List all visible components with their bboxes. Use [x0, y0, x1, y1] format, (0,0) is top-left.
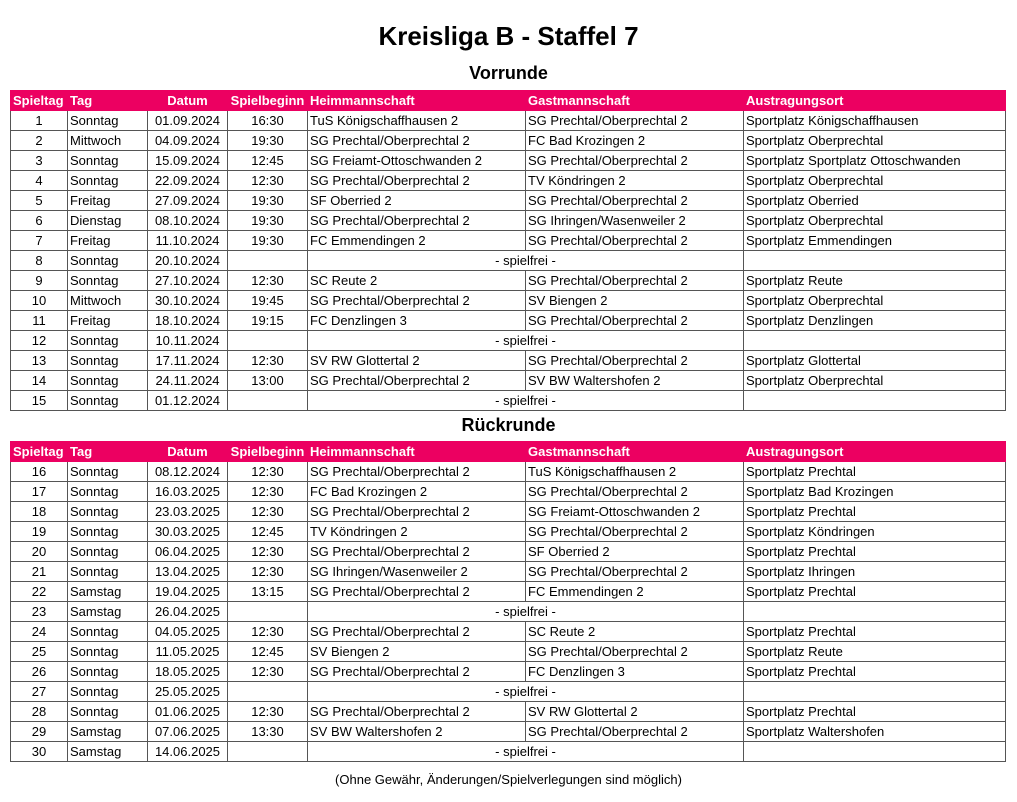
cell-gastmannschaft: SV Biengen 2 — [526, 291, 744, 311]
cell-datum: 23.03.2025 — [148, 502, 228, 522]
cell-spielbeginn — [228, 331, 308, 351]
cell-gastmannschaft: SG Prechtal/Oberprechtal 2 — [526, 522, 744, 542]
cell-tag: Sonntag — [68, 562, 148, 582]
cell-heimmannschaft: SG Prechtal/Oberprechtal 2 — [308, 542, 526, 562]
cell-spieltag: 19 — [11, 522, 68, 542]
cell-datum: 08.12.2024 — [148, 462, 228, 482]
cell-heimmannschaft: FC Denzlingen 3 — [308, 311, 526, 331]
cell-austragungsort — [744, 602, 1006, 622]
cell-spielbeginn — [228, 251, 308, 271]
cell-austragungsort: Sportplatz Glottertal — [744, 351, 1006, 371]
cell-datum: 19.04.2025 — [148, 582, 228, 602]
schedule-table-vorrunde — [10, 90, 1006, 411]
cell-gastmannschaft: SG Prechtal/Oberprechtal 2 — [526, 562, 744, 582]
cell-datum: 27.09.2024 — [148, 191, 228, 211]
cell-spielfrei: - spielfrei - — [308, 251, 744, 271]
cell-tag: Sonntag — [68, 682, 148, 702]
cell-gastmannschaft: SG Ihringen/Wasenweiler 2 — [526, 211, 744, 231]
cell-tag: Sonntag — [68, 642, 148, 662]
cell-spieltag: 17 — [11, 482, 68, 502]
cell-datum: 26.04.2025 — [148, 602, 228, 622]
header-austragungsort: Austragungsort — [744, 91, 1006, 111]
cell-datum: 15.09.2024 — [148, 151, 228, 171]
cell-datum: 18.05.2025 — [148, 662, 228, 682]
cell-heimmannschaft: SG Prechtal/Oberprechtal 2 — [308, 662, 526, 682]
cell-datum: 25.05.2025 — [148, 682, 228, 702]
cell-gastmannschaft: SG Prechtal/Oberprechtal 2 — [526, 311, 744, 331]
cell-austragungsort: Sportplatz Emmendingen — [744, 231, 1006, 251]
table-row — [11, 291, 1006, 311]
table-row — [11, 622, 1006, 642]
cell-datum: 30.03.2025 — [148, 522, 228, 542]
cell-tag: Sonntag — [68, 331, 148, 351]
cell-spieltag: 7 — [11, 231, 68, 251]
cell-spieltag: 28 — [11, 702, 68, 722]
cell-spielbeginn — [228, 602, 308, 622]
cell-spielbeginn: 12:30 — [228, 351, 308, 371]
cell-austragungsort: Sportplatz Oberprechtal — [744, 371, 1006, 391]
cell-spielbeginn: 16:30 — [228, 111, 308, 131]
cell-austragungsort: Sportplatz Prechtal — [744, 462, 1006, 482]
cell-spieltag: 22 — [11, 582, 68, 602]
table-row — [11, 602, 1006, 622]
cell-spielbeginn: 12:30 — [228, 702, 308, 722]
header-heimmannschaft: Heimmannschaft — [308, 442, 526, 462]
cell-spielbeginn: 12:30 — [228, 662, 308, 682]
table-row — [11, 251, 1006, 271]
cell-gastmannschaft: FC Denzlingen 3 — [526, 662, 744, 682]
cell-datum: 07.06.2025 — [148, 722, 228, 742]
cell-spielbeginn: 13:30 — [228, 722, 308, 742]
cell-heimmannschaft: SV BW Waltershofen 2 — [308, 722, 526, 742]
cell-heimmannschaft: SG Prechtal/Oberprechtal 2 — [308, 702, 526, 722]
cell-heimmannschaft: TuS Königschaffhausen 2 — [308, 111, 526, 131]
cell-heimmannschaft: SG Prechtal/Oberprechtal 2 — [308, 171, 526, 191]
cell-austragungsort: Sportplatz Reute — [744, 642, 1006, 662]
cell-gastmannschaft: SG Prechtal/Oberprechtal 2 — [526, 351, 744, 371]
cell-gastmannschaft: SG Prechtal/Oberprechtal 2 — [526, 231, 744, 251]
cell-spieltag: 8 — [11, 251, 68, 271]
cell-spielbeginn: 13:15 — [228, 582, 308, 602]
header-gastmannschaft: Gastmannschaft — [526, 91, 744, 111]
cell-austragungsort — [744, 682, 1006, 702]
header-heimmannschaft: Heimmannschaft — [308, 91, 526, 111]
cell-datum: 01.12.2024 — [148, 391, 228, 411]
header-spieltag: Spieltag — [11, 442, 68, 462]
cell-heimmannschaft: SG Prechtal/Oberprechtal 2 — [308, 371, 526, 391]
cell-heimmannschaft: SG Prechtal/Oberprechtal 2 — [308, 131, 526, 151]
cell-tag: Mittwoch — [68, 291, 148, 311]
table-row — [11, 542, 1006, 562]
table-row — [11, 191, 1006, 211]
cell-spieltag: 25 — [11, 642, 68, 662]
section-title-rueckrunde: Rückrunde — [461, 415, 556, 435]
cell-spieltag: 11 — [11, 311, 68, 331]
cell-spielbeginn: 12:30 — [228, 562, 308, 582]
cell-spielfrei: - spielfrei - — [308, 391, 744, 411]
cell-heimmannschaft: FC Bad Krozingen 2 — [308, 482, 526, 502]
cell-heimmannschaft: SV RW Glottertal 2 — [308, 351, 526, 371]
page-title: Kreisliga B - Staffel 7 — [378, 21, 639, 51]
table-header-row — [11, 442, 1006, 462]
cell-spieltag: 5 — [11, 191, 68, 211]
cell-datum: 04.09.2024 — [148, 131, 228, 151]
cell-spielfrei: - spielfrei - — [308, 602, 744, 622]
table-row — [11, 171, 1006, 191]
cell-spieltag: 6 — [11, 211, 68, 231]
header-datum: Datum — [148, 442, 228, 462]
cell-tag: Sonntag — [68, 662, 148, 682]
cell-datum: 24.11.2024 — [148, 371, 228, 391]
cell-tag: Sonntag — [68, 271, 148, 291]
table-row — [11, 111, 1006, 131]
cell-spieltag: 21 — [11, 562, 68, 582]
cell-tag: Freitag — [68, 311, 148, 331]
cell-tag: Mittwoch — [68, 131, 148, 151]
cell-spielbeginn: 12:45 — [228, 642, 308, 662]
cell-datum: 18.10.2024 — [148, 311, 228, 331]
table-row — [11, 482, 1006, 502]
cell-tag: Samstag — [68, 582, 148, 602]
table-header-row — [11, 91, 1006, 111]
cell-datum: 14.06.2025 — [148, 742, 228, 762]
cell-spielbeginn: 19:30 — [228, 191, 308, 211]
header-spielbeginn: Spielbeginn — [228, 91, 308, 111]
cell-datum: 10.11.2024 — [148, 331, 228, 351]
cell-gastmannschaft: SG Prechtal/Oberprechtal 2 — [526, 482, 744, 502]
cell-austragungsort: Sportplatz Prechtal — [744, 622, 1006, 642]
table-row — [11, 582, 1006, 602]
cell-austragungsort — [744, 251, 1006, 271]
cell-datum: 11.10.2024 — [148, 231, 228, 251]
cell-austragungsort: Sportplatz Bad Krozingen — [744, 482, 1006, 502]
table-row — [11, 271, 1006, 291]
cell-spieltag: 24 — [11, 622, 68, 642]
cell-spieltag: 20 — [11, 542, 68, 562]
cell-spieltag: 12 — [11, 331, 68, 351]
cell-spieltag: 23 — [11, 602, 68, 622]
cell-spieltag: 18 — [11, 502, 68, 522]
cell-gastmannschaft: FC Emmendingen 2 — [526, 582, 744, 602]
cell-austragungsort: Sportplatz Sportplatz Ottoschwanden — [744, 151, 1006, 171]
table-row — [11, 462, 1006, 482]
cell-spielbeginn: 12:30 — [228, 542, 308, 562]
cell-austragungsort — [744, 331, 1006, 351]
cell-tag: Sonntag — [68, 371, 148, 391]
cell-tag: Sonntag — [68, 622, 148, 642]
cell-datum: 27.10.2024 — [148, 271, 228, 291]
cell-gastmannschaft: SG Prechtal/Oberprechtal 2 — [526, 642, 744, 662]
cell-heimmannschaft: SG Prechtal/Oberprechtal 2 — [308, 502, 526, 522]
cell-datum: 04.05.2025 — [148, 622, 228, 642]
cell-spieltag: 26 — [11, 662, 68, 682]
cell-spielbeginn: 13:00 — [228, 371, 308, 391]
cell-datum: 06.04.2025 — [148, 542, 228, 562]
header-spieltag: Spieltag — [11, 91, 68, 111]
cell-datum: 17.11.2024 — [148, 351, 228, 371]
cell-spielbeginn: 12:30 — [228, 502, 308, 522]
cell-gastmannschaft: SV RW Glottertal 2 — [526, 702, 744, 722]
cell-spielbeginn: 12:30 — [228, 171, 308, 191]
cell-datum: 13.04.2025 — [148, 562, 228, 582]
cell-heimmannschaft: SC Reute 2 — [308, 271, 526, 291]
cell-spielfrei: - spielfrei - — [308, 682, 744, 702]
cell-spieltag: 10 — [11, 291, 68, 311]
cell-spieltag: 13 — [11, 351, 68, 371]
cell-gastmannschaft: SG Prechtal/Oberprechtal 2 — [526, 191, 744, 211]
cell-heimmannschaft: SG Ihringen/Wasenweiler 2 — [308, 562, 526, 582]
cell-tag: Samstag — [68, 602, 148, 622]
cell-gastmannschaft: FC Bad Krozingen 2 — [526, 131, 744, 151]
section-title-vorrunde: Vorrunde — [469, 63, 548, 83]
table-row — [11, 742, 1006, 762]
cell-spielbeginn: 12:30 — [228, 462, 308, 482]
cell-spieltag: 4 — [11, 171, 68, 191]
cell-spielbeginn: 19:30 — [228, 211, 308, 231]
cell-tag: Dienstag — [68, 211, 148, 231]
cell-datum: 01.09.2024 — [148, 111, 228, 131]
cell-austragungsort — [744, 742, 1006, 762]
cell-tag: Sonntag — [68, 462, 148, 482]
cell-tag: Samstag — [68, 742, 148, 762]
cell-gastmannschaft: TV Köndringen 2 — [526, 171, 744, 191]
cell-gastmannschaft: SV BW Waltershofen 2 — [526, 371, 744, 391]
header-tag: Tag — [68, 442, 148, 462]
cell-spielbeginn: 12:45 — [228, 151, 308, 171]
cell-datum: 16.03.2025 — [148, 482, 228, 502]
cell-austragungsort: Sportplatz Oberried — [744, 191, 1006, 211]
cell-tag: Sonntag — [68, 251, 148, 271]
cell-gastmannschaft: SG Prechtal/Oberprechtal 2 — [526, 271, 744, 291]
cell-austragungsort: Sportplatz Reute — [744, 271, 1006, 291]
cell-austragungsort: Sportplatz Prechtal — [744, 662, 1006, 682]
table-row — [11, 131, 1006, 151]
cell-tag: Sonntag — [68, 391, 148, 411]
table-row — [11, 371, 1006, 391]
header-spielbeginn: Spielbeginn — [228, 442, 308, 462]
cell-austragungsort: Sportplatz Prechtal — [744, 502, 1006, 522]
cell-austragungsort: Sportplatz Prechtal — [744, 702, 1006, 722]
cell-tag: Sonntag — [68, 151, 148, 171]
cell-datum: 30.10.2024 — [148, 291, 228, 311]
schedule-table-rueckrunde — [10, 441, 1006, 762]
table-row — [11, 702, 1006, 722]
cell-gastmannschaft: SF Oberried 2 — [526, 542, 744, 562]
cell-spielbeginn: 12:30 — [228, 482, 308, 502]
cell-austragungsort: Sportplatz Oberprechtal — [744, 291, 1006, 311]
cell-tag: Sonntag — [68, 502, 148, 522]
cell-gastmannschaft: SC Reute 2 — [526, 622, 744, 642]
cell-austragungsort: Sportplatz Königschaffhausen — [744, 111, 1006, 131]
cell-tag: Sonntag — [68, 522, 148, 542]
cell-spielfrei: - spielfrei - — [308, 742, 744, 762]
table-row — [11, 331, 1006, 351]
table-row — [11, 391, 1006, 411]
cell-austragungsort: Sportplatz Denzlingen — [744, 311, 1006, 331]
cell-heimmannschaft: SV Biengen 2 — [308, 642, 526, 662]
cell-spielbeginn: 12:30 — [228, 622, 308, 642]
cell-heimmannschaft: SF Oberried 2 — [308, 191, 526, 211]
cell-datum: 11.05.2025 — [148, 642, 228, 662]
cell-spieltag: 1 — [11, 111, 68, 131]
cell-austragungsort: Sportplatz Waltershofen — [744, 722, 1006, 742]
cell-gastmannschaft: SG Prechtal/Oberprechtal 2 — [526, 151, 744, 171]
cell-spielbeginn: 19:30 — [228, 231, 308, 251]
table-row — [11, 311, 1006, 331]
cell-gastmannschaft: SG Freiamt-Ottoschwanden 2 — [526, 502, 744, 522]
cell-heimmannschaft: SG Prechtal/Oberprechtal 2 — [308, 291, 526, 311]
cell-heimmannschaft: FC Emmendingen 2 — [308, 231, 526, 251]
cell-tag: Sonntag — [68, 542, 148, 562]
cell-spielbeginn — [228, 682, 308, 702]
cell-austragungsort: Sportplatz Oberprechtal — [744, 211, 1006, 231]
cell-gastmannschaft: SG Prechtal/Oberprechtal 2 — [526, 722, 744, 742]
cell-tag: Sonntag — [68, 171, 148, 191]
cell-spielbeginn: 19:15 — [228, 311, 308, 331]
table-row — [11, 722, 1006, 742]
cell-spieltag: 16 — [11, 462, 68, 482]
cell-tag: Freitag — [68, 231, 148, 251]
header-tag: Tag — [68, 91, 148, 111]
cell-gastmannschaft: TuS Königschaffhausen 2 — [526, 462, 744, 482]
table-row — [11, 682, 1006, 702]
cell-spielbeginn: 19:45 — [228, 291, 308, 311]
cell-spieltag: 9 — [11, 271, 68, 291]
cell-datum: 20.10.2024 — [148, 251, 228, 271]
cell-tag: Sonntag — [68, 351, 148, 371]
cell-spielbeginn — [228, 391, 308, 411]
cell-spielbeginn: 12:45 — [228, 522, 308, 542]
cell-spielbeginn: 19:30 — [228, 131, 308, 151]
table-row — [11, 662, 1006, 682]
cell-spielbeginn — [228, 742, 308, 762]
cell-austragungsort — [744, 391, 1006, 411]
cell-spieltag: 2 — [11, 131, 68, 151]
cell-heimmannschaft: SG Prechtal/Oberprechtal 2 — [308, 462, 526, 482]
cell-datum: 22.09.2024 — [148, 171, 228, 191]
cell-spieltag: 15 — [11, 391, 68, 411]
cell-tag: Sonntag — [68, 111, 148, 131]
table-row — [11, 211, 1006, 231]
table-row — [11, 642, 1006, 662]
cell-austragungsort: Sportplatz Prechtal — [744, 542, 1006, 562]
cell-tag: Sonntag — [68, 482, 148, 502]
cell-tag: Freitag — [68, 191, 148, 211]
cell-tag: Sonntag — [68, 702, 148, 722]
cell-tag: Samstag — [68, 722, 148, 742]
cell-heimmannschaft: TV Köndringen 2 — [308, 522, 526, 542]
cell-datum: 08.10.2024 — [148, 211, 228, 231]
cell-austragungsort: Sportplatz Köndringen — [744, 522, 1006, 542]
cell-austragungsort: Sportplatz Oberprechtal — [744, 131, 1006, 151]
cell-datum: 01.06.2025 — [148, 702, 228, 722]
table-row — [11, 502, 1006, 522]
table-row — [11, 562, 1006, 582]
cell-spieltag: 27 — [11, 682, 68, 702]
header-austragungsort: Austragungsort — [744, 442, 1006, 462]
table-row — [11, 351, 1006, 371]
cell-heimmannschaft: SG Prechtal/Oberprechtal 2 — [308, 211, 526, 231]
cell-spieltag: 30 — [11, 742, 68, 762]
cell-austragungsort: Sportplatz Ihringen — [744, 562, 1006, 582]
cell-spielbeginn: 12:30 — [228, 271, 308, 291]
table-row — [11, 522, 1006, 542]
header-datum: Datum — [148, 91, 228, 111]
cell-spieltag: 3 — [11, 151, 68, 171]
cell-heimmannschaft: SG Prechtal/Oberprechtal 2 — [308, 582, 526, 602]
table-row — [11, 231, 1006, 251]
cell-heimmannschaft: SG Freiamt-Ottoschwanden 2 — [308, 151, 526, 171]
cell-spieltag: 29 — [11, 722, 68, 742]
cell-gastmannschaft: SG Prechtal/Oberprechtal 2 — [526, 111, 744, 131]
cell-spielfrei: - spielfrei - — [308, 331, 744, 351]
cell-spieltag: 14 — [11, 371, 68, 391]
cell-austragungsort: Sportplatz Oberprechtal — [744, 171, 1006, 191]
table-row — [11, 151, 1006, 171]
disclaimer-note: (Ohne Gewähr, Änderungen/Spielverlegungen sind möglich) — [335, 772, 682, 787]
cell-austragungsort: Sportplatz Prechtal — [744, 582, 1006, 602]
header-gastmannschaft: Gastmannschaft — [526, 442, 744, 462]
cell-heimmannschaft: SG Prechtal/Oberprechtal 2 — [308, 622, 526, 642]
